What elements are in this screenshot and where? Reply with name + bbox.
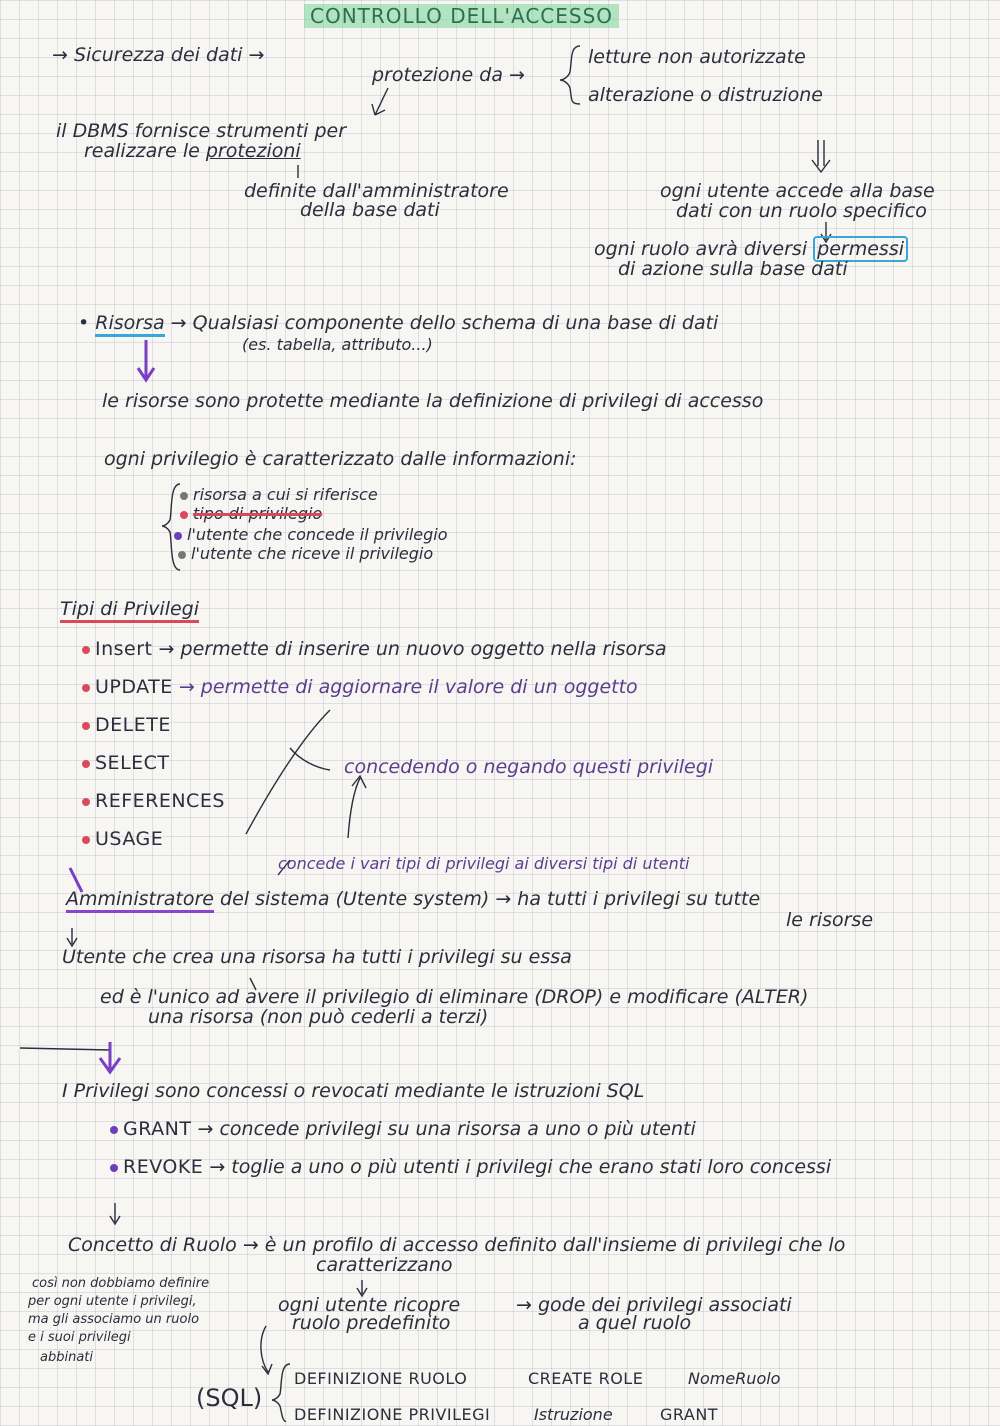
privilege-usage: USAGE [82,828,163,850]
risorsa-example: (es. tabella, attributo...) [242,335,433,354]
risorsa-term: Risorsa [95,312,164,337]
privilege-select: SELECT [82,752,170,774]
alterazione-text: alterazione o distruzione [588,84,823,106]
dbms-line-2: realizzare le protezioni [84,140,301,162]
info-item-4: l'utente che riceve il privilegio [178,543,433,565]
unico-line-2: una risorsa (non può cederli a terzi) [148,1006,489,1028]
sql-intro: I Privilegi sono concessi o revocati mediante le istruzioni SQL [62,1080,645,1102]
permessi-box: permessi [813,236,908,262]
info-item-3: l'utente che concede il privilegio [174,524,448,546]
ricopre-line-2: ruolo predefinito [292,1312,451,1334]
side-note-1: così non dobbiamo definire [32,1276,210,1291]
privilege-delete: DELETE [82,714,171,736]
gode-line-2: a quel ruolo [578,1312,692,1334]
side-note-3: ma gli associamo un ruolo [28,1312,200,1327]
info-item-1: risorsa a cui si riferisce [180,484,378,506]
admin-line-2: le risorse [786,909,874,931]
letture-text: letture non autorizzate [588,46,806,68]
side-note-5: abbinati [40,1350,93,1365]
privilege-references: REFERENCES [82,790,225,812]
definizione-ruolo: DEFINIZIONE RUOLO [294,1369,468,1388]
side-note-4: e i suoi privilegi [28,1330,131,1345]
definite-line-1: definite dall'amministratore [244,180,509,202]
utente-line-1: ogni utente accede alla base [660,180,935,202]
istruzione-text: Istruzione [534,1405,613,1424]
protezione-text: protezione da → [372,64,525,86]
gode-line-1: → gode dei privilegi associati [516,1294,792,1316]
side-note-2: per ogni utente i privilegi, [28,1294,197,1309]
creator-line: Utente che crea una risorsa ha tutti i privilegi su essa [62,946,572,968]
admin-term: Amministratore [66,888,214,913]
revoke-line: REVOKE → toglie a uno o più utenti i privilegi che erano stati loro concessi [110,1156,831,1178]
ruolo-line-1: ogni ruolo avrà diversi permessi [594,238,908,260]
tipi-heading: Tipi di Privilegi [60,598,199,623]
page-title: CONTROLLO DELL'ACCESSO [304,4,619,28]
admin-line: Amministratore del sistema (Utente system) → ha tutti i privilegi su tutte [66,888,760,910]
caratterizzano-text: caratterizzano [316,1254,453,1276]
dbms-line-1: il DBMS fornisce strumenti per [56,120,347,142]
utente-line-2: dati con un ruolo specifico [676,200,927,222]
grant-line: GRANT → concede privilegi su una risorsa a uno o più utenti [110,1118,696,1140]
privilege-update: UPDATE → permette di aggiornare il valore di un oggetto [82,676,638,698]
risorsa-line: • Risorsa → Qualsiasi componente dello schema di una base di dati [78,312,718,334]
concetto-ruolo-line: Concetto di Ruolo → è un profilo di accesso definito dall'insieme di privilegi che lo [68,1234,846,1256]
privilege-insert: Insert → permette di inserire un nuovo oggetto nella risorsa [82,638,667,660]
ricopre-line-1: ogni utente ricopre [278,1294,461,1316]
ruolo-line-2: di azione sulla base dati [618,258,848,280]
sql-label: (SQL) [196,1384,263,1412]
concedendo-text: concedendo o negando questi privilegi [344,756,714,778]
definizione-privilegi: DEFINIZIONE PRIVILEGI [294,1405,491,1424]
info-item-2: tipo di privilegio [180,503,322,525]
create-role: CREATE ROLE [528,1369,644,1388]
risorse-protette: le risorse sono protette mediante la definizione di privilegi di accesso [102,390,764,412]
concede-tipi-text: concede i vari tipi di privilegi ai diversi tipi di utenti [278,854,690,873]
nome-ruolo: NomeRuolo [688,1369,781,1388]
ogni-privilegio: ogni privilegio è caratterizzato dalle informazioni: [104,448,577,470]
unico-line-1: ed è l'unico ad avere il privilegio di eliminare (DROP) e modificare (ALTER) [100,986,809,1008]
grant-text: GRANT [660,1405,719,1424]
sicurezza-text: → Sicurezza dei dati → [52,44,265,66]
definite-line-2: della base dati [300,199,440,221]
